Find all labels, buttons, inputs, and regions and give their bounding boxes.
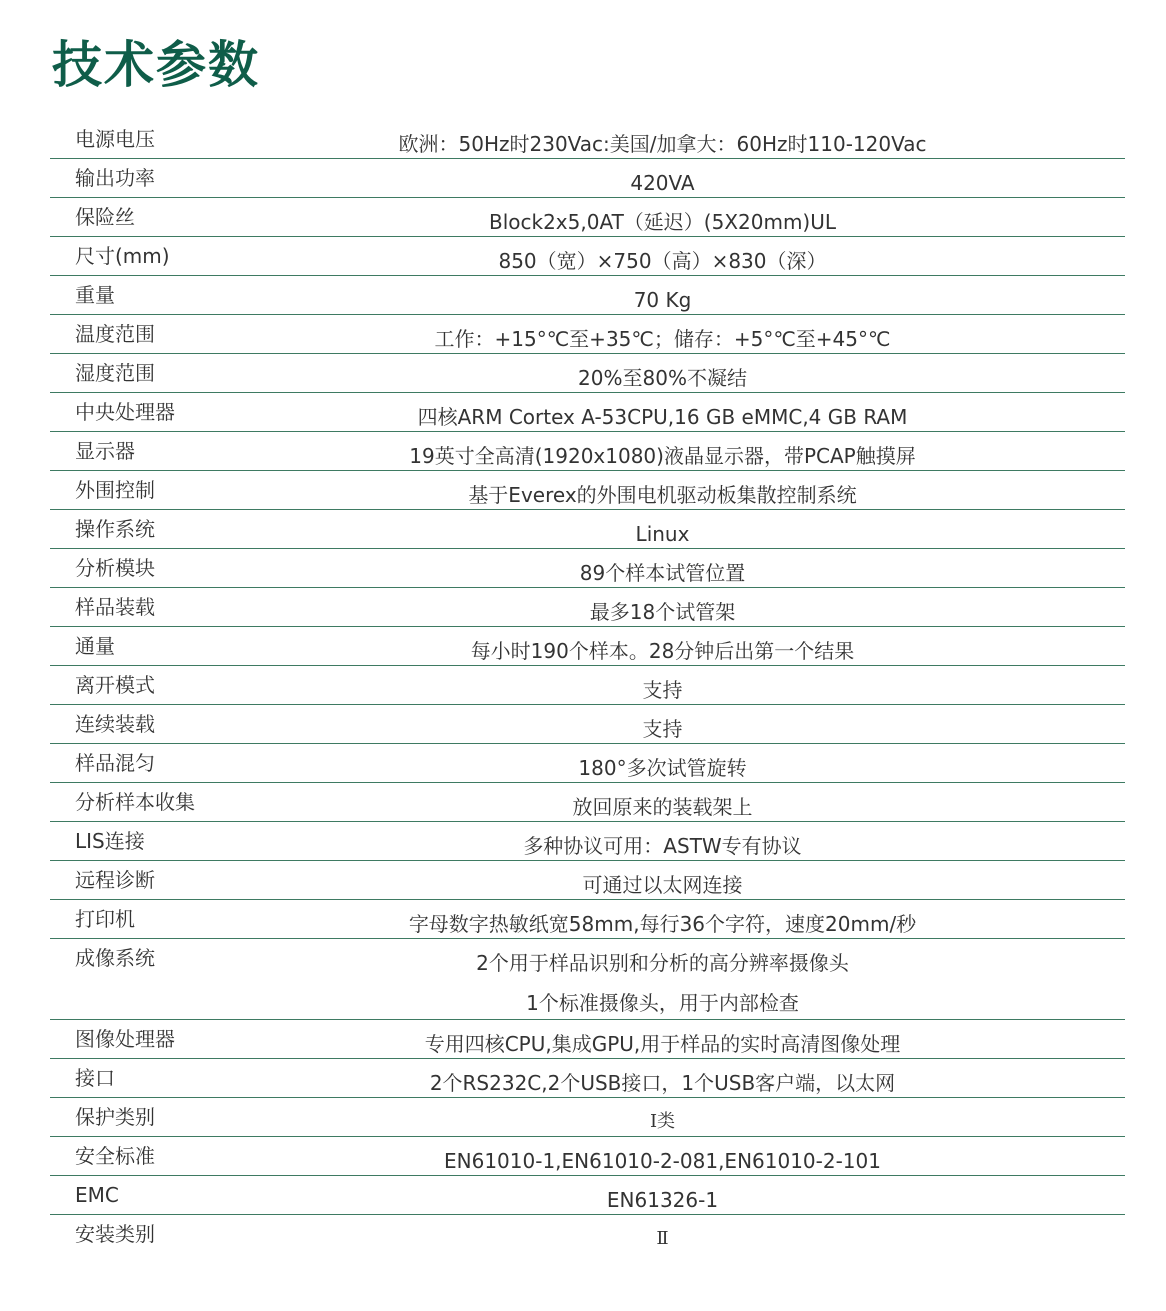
row-value: 放回原来的装载架上	[572, 795, 753, 819]
row-value: 基于Everex的外围电机驱动板集散控制系统	[468, 483, 857, 507]
row-value: EN61326-1	[606, 1188, 719, 1212]
row-label: 打印机	[75, 907, 135, 931]
row-value: Ⅱ	[656, 1228, 669, 1249]
row-label: 显示器	[75, 439, 135, 463]
row-value: 多种协议可用：ASTW专有协议	[523, 834, 802, 858]
table-row	[50, 393, 1125, 432]
row-label: 通量	[75, 634, 115, 658]
table-row	[50, 666, 1125, 705]
table-row	[50, 510, 1125, 549]
table-row	[50, 744, 1125, 783]
table-row	[50, 120, 1125, 159]
row-label: LIS连接	[75, 829, 145, 853]
row-label: 尺寸(mm)	[75, 244, 170, 268]
table-row	[50, 237, 1125, 276]
row-value: 支持	[642, 678, 683, 702]
row-value: 420VA	[630, 171, 695, 195]
row-value-line: 2个用于样品识别和分析的高分辨率摄像头	[476, 951, 849, 975]
row-label: 安装类别	[75, 1222, 155, 1246]
table-row	[50, 1137, 1125, 1176]
row-label: 接口	[75, 1066, 115, 1090]
row-value: Ⅰ类	[649, 1111, 676, 1132]
row-label: 输出功率	[75, 166, 155, 190]
row-label: 远程诊断	[75, 868, 155, 892]
row-value: 2个RS232C,2个USB接口，1个USB客户端，以太网	[429, 1071, 896, 1095]
row-label: 操作系统	[75, 517, 155, 541]
row-value: 89个样本试管位置	[579, 561, 746, 585]
row-value: 四核ARM Cortex A-53CPU,16 GB eMMC,4 GB RAM	[417, 405, 908, 429]
row-value: 欧洲：50Hz时230Vac:美国/加拿大：60Hz时110-120Vac	[398, 132, 927, 156]
table-row	[50, 1215, 1125, 1254]
table-row	[50, 354, 1125, 393]
table-row	[50, 939, 1125, 1020]
row-label: 离开模式	[75, 673, 155, 697]
table-row	[50, 900, 1125, 939]
table-row	[50, 471, 1125, 510]
table-row	[50, 159, 1125, 198]
row-value-line: 1个标准摄像头，用于内部检查	[526, 991, 799, 1015]
row-value	[310, 939, 1125, 1019]
table-row	[50, 432, 1125, 471]
row-value: 850（宽）×750（高）×830（深）	[498, 249, 827, 273]
row-label: 电源电压	[75, 127, 155, 151]
page-title: 技术参数	[52, 36, 260, 94]
row-value: Linux	[635, 522, 690, 546]
row-value: 最多18个试管架	[589, 600, 736, 624]
table-row	[50, 276, 1125, 315]
row-label: 中央处理器	[75, 400, 175, 424]
table-row	[50, 705, 1125, 744]
row-label: 样品装载	[75, 595, 155, 619]
table-row	[50, 1098, 1125, 1137]
row-value: 工作：+15°℃至+35℃；储存：+5°℃至+45°℃	[434, 327, 891, 351]
row-label: 图像处理器	[75, 1027, 175, 1051]
row-label: 样品混匀	[75, 751, 155, 775]
row-value: 支持	[642, 717, 683, 741]
table-row	[50, 1020, 1125, 1059]
table-row	[50, 861, 1125, 900]
row-value: 20%至80%不凝结	[578, 366, 747, 390]
table-row	[50, 627, 1125, 666]
table-row	[50, 1059, 1125, 1098]
row-label: 分析模块	[75, 556, 155, 580]
row-value: 70 Kg	[633, 288, 692, 312]
row-value: Block2x5,0AT（延迟）(5X20mm)UL	[488, 210, 837, 234]
row-value: 专用四核CPU,集成GPU,用于样品的实时高清图像处理	[424, 1032, 901, 1056]
row-label: EMC	[75, 1183, 119, 1207]
row-label: 温度范围	[75, 322, 155, 346]
table-row	[50, 588, 1125, 627]
row-label: 湿度范围	[75, 361, 155, 385]
row-label: 成像系统	[75, 946, 155, 970]
row-label: 外围控制	[75, 478, 155, 502]
table-row	[50, 198, 1125, 237]
table-row	[50, 549, 1125, 588]
row-value: 可通过以太网连接	[582, 873, 743, 897]
row-value: 180°多次试管旋转	[578, 756, 747, 780]
row-label: 连续装载	[75, 712, 155, 736]
table-row	[50, 1176, 1125, 1215]
table-row	[50, 315, 1125, 354]
row-value: 每小时190个样本。28分钟后出第一个结果	[470, 639, 855, 663]
table-row	[50, 822, 1125, 861]
row-label: 分析样本收集	[75, 790, 195, 814]
table-row	[50, 783, 1125, 822]
row-label: 保护类别	[75, 1105, 155, 1129]
row-label: 保险丝	[75, 205, 135, 229]
row-value: EN61010-1,EN61010-2-081,EN61010-2-101	[444, 1149, 881, 1173]
row-value: 19英寸全高清(1920x1080)液晶显示器，带PCAP触摸屏	[409, 444, 916, 468]
row-label: 安全标准	[75, 1144, 155, 1168]
row-value: 字母数字热敏纸宽58mm,每行36个字符，速度20mm/秒	[408, 912, 917, 936]
spec-table	[50, 120, 1125, 1254]
row-label: 重量	[75, 283, 115, 307]
